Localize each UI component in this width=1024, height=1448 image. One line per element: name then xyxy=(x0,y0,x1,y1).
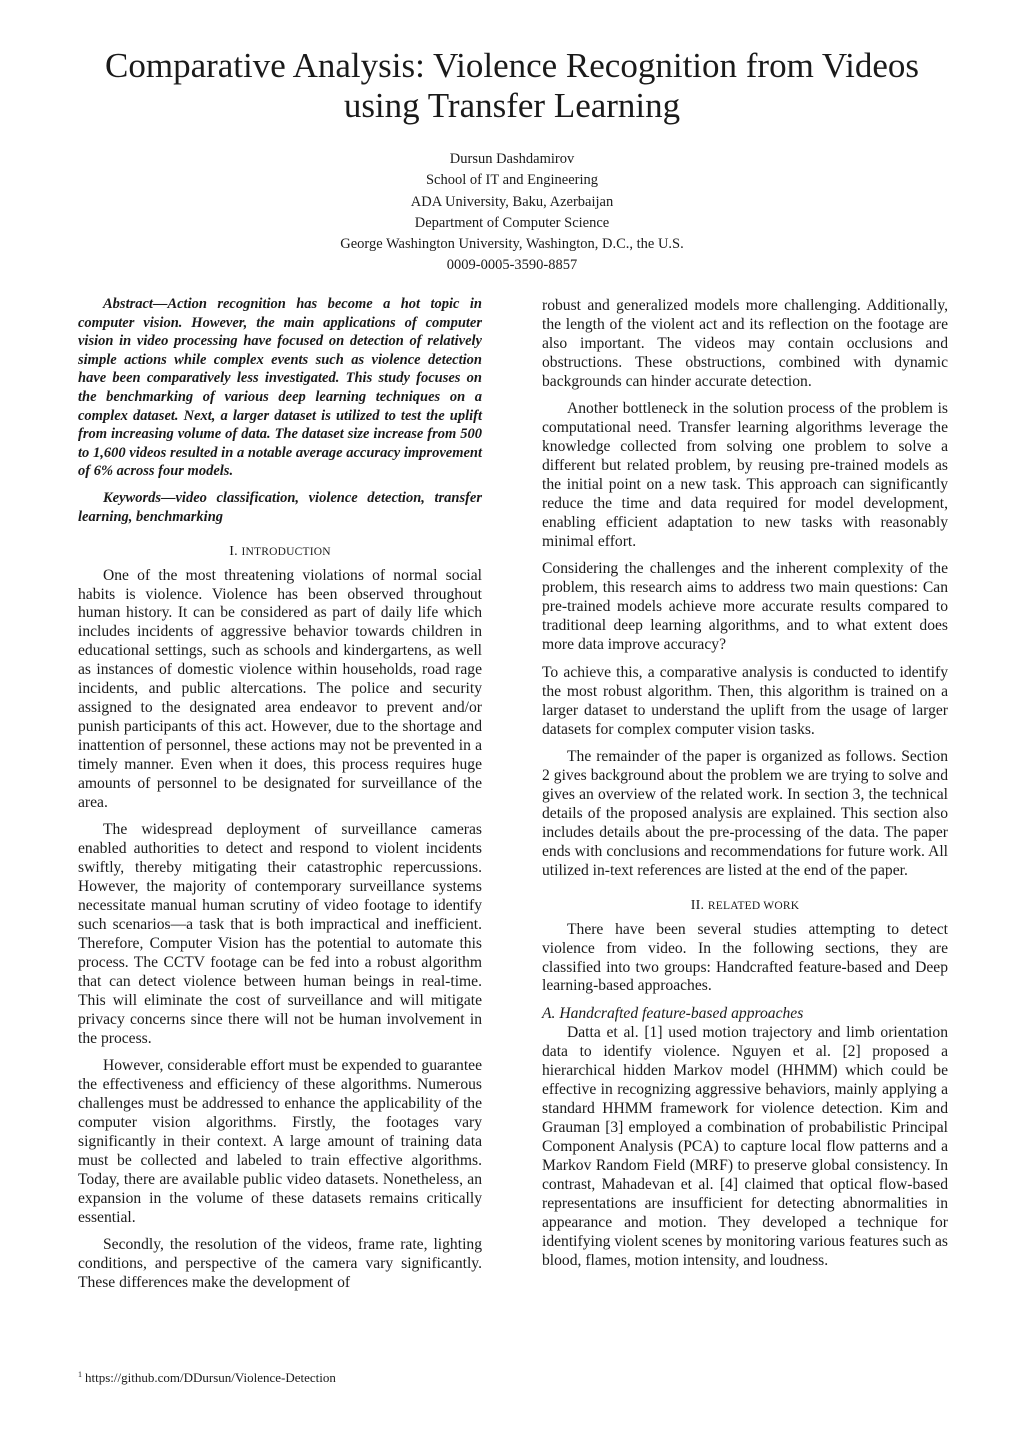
intro-paragraph: Another bottleneck in the solution process of the problem is computational need. Transfer learning algorithms leverage the knowledge collected from solving one problem to solve a different but related problem, by reusing pre-trained models as the initial point on a new task. This approach can significantly reduce the time and data required for model development, enabling efficient adaptation to new tasks with reasonably minimal effort. xyxy=(542,400,948,550)
author-block xyxy=(200,149,824,277)
intro-paragraph: Secondly, the resolution of the videos, frame rate, lighting conditions, and perspective of the camera vary significantly. These differences make the development of xyxy=(78,1236,482,1292)
paper-title xyxy=(60,46,964,126)
author-affiliation: George Washington University, Washington, D.C., the U.S. xyxy=(340,236,684,253)
author-name: Dursun Dashdamirov xyxy=(449,151,575,167)
intro-paragraph: Considering the challenges and the inherent complexity of the problem, this research aims to address two main questions: Can pre-trained models achieve more accurate results compared to traditional deep learning algorithms, and to what extent does more data improve accuracy? xyxy=(542,560,948,654)
left-column xyxy=(78,295,482,1293)
footnote-mark: 1 xyxy=(78,1370,82,1379)
section-heading-related-work xyxy=(542,897,948,916)
author-orcid: 0009-0005-3590-8857 xyxy=(446,257,578,274)
section-heading-introduction xyxy=(78,543,482,562)
author-affiliation: ADA University, Baku, Azerbaijan xyxy=(410,193,614,210)
related-work-paragraph: There have been several studies attempting to detect violence from video. In the following sections, they are classified into two groups: Handcrafted feature-based and Deep learning-based approaches. xyxy=(542,920,948,995)
author-affiliation: Department of Computer Science xyxy=(414,214,610,231)
right-column xyxy=(542,297,948,1271)
section-title: RELATED WORK xyxy=(707,899,800,912)
intro-paragraph: The remainder of the paper is organized as follows. Section 2 gives background about the problem we are trying to solve and gives an overview of the related work. In section 3, the technical details of the proposed analysis are explained. This section also includes details about the pre-processing of the data. The paper ends with conclusions and recommendations for future work. All utilized in-text references are listed at the end of the paper. xyxy=(542,747,948,879)
intro-paragraph: robust and generalized models more challenging. Additionally, the length of the violent act and its reflection on the footage are also important. The videos may contain occlusions and obstructions. These obstructions, combined with dynamic backgrounds can hinder accurate detection. xyxy=(542,297,948,390)
title-line-1: Comparative Analysis: Violence Recognition from Videos xyxy=(105,46,919,85)
intro-paragraph: However, considerable effort must be expended to guarantee the effectiveness and efficiency of these algorithms. Numerous challenges must be addressed to enhance the applicability of the computer vision algorithms. Firstly, the footages vary significantly in their context. A large amount of training data must be collected and labeled to train effective algorithms. Today, there are available public video datasets. Nonetheless, an expansion in the volume of these datasets remains critically essential. xyxy=(78,1057,482,1227)
section-number: I. xyxy=(229,543,242,559)
intro-paragraph: The widespread deployment of surveillance cameras enabled authorities to detect and respond to violent incidents swiftly, thereby mitigating their catastrophic repercussions. However, the majority of contemporary surveillance systems necessitate manual human scrutiny of video footage to identify such scenarios—a task that is both impractical and inefficient. Therefore, Computer Vision has the potential to automate this process. The CCTV footage can be fed into a robust algorithm that can detect violence between human beings in real-time. This will eliminate the cost of surveillance and will mitigate privacy concerns since there will not be human involvement in the process. xyxy=(78,821,482,1047)
intro-paragraph: To achieve this, a comparative analysis is conducted to identify the most robust algorithm. Then, this algorithm is trained on a larger dataset to understand the uplift from the usage of larger datasets for complex computer vision tasks. xyxy=(542,663,948,738)
footnote-url[interactable]: https://github.com/DDursun/Violence-Detection xyxy=(85,1370,336,1385)
author-affiliation: School of IT and Engineering xyxy=(425,172,599,189)
footnote xyxy=(78,1370,336,1386)
section-title: INTRODUCTION xyxy=(241,545,331,558)
subsection-heading: A. Handcrafted feature-based approaches xyxy=(542,1005,804,1023)
related-work-paragraph: Datta et al. [1] used motion trajectory and limb orientation data to identify violence. Nguyen et al. [2] proposed a hierarchical hidden Markov model (HHMM) which could be effective in recognizing aggressive behaviors, mainly applying a standard HHMM framework for violence detection. Kim and Grauman [3] employed a combination of probabilistic Principal Component Analysis (PCA) to capture local flow patterns and a Markov Random Field (MRF) to preserve global consistency. In contrast, Mahadevan et al. [4] claimed that optical flow-based representations are insufficient for detecting abnormalities in appearance and motion. They developed a technique for identifying violent scenes by monitoring various features such as blood, flames, motion intensity, and loudness. xyxy=(542,1024,948,1269)
keywords: Keywords—video classification, violence detection, transfer learning, benchmarking xyxy=(78,490,482,526)
abstract: Abstract—Action recognition has become a hot topic in computer vision. However, the main applications of computer vision in video processing have focused on detection of relatively simple actions while complex events such as violence detection have been comparatively less investigated. This study focuses on the benchmarking of various deep learning techniques on a complex dataset. Next, a larger dataset is utilized to test the uplift from increasing volume of data. The dataset size increase from 500 to 1,600 videos resulted in a notable average accuracy improvement of 6% across four models. xyxy=(78,296,482,480)
title-line-2: using Transfer Learning xyxy=(343,86,681,125)
section-number: II. xyxy=(690,897,708,913)
intro-paragraph: One of the most threatening violations of normal social habits is violence. Violence has been observed throughout human history. It can be considered as part of daily life which includes incidents of aggressive behavior towards children in educational settings, such as schools and kindergartens, as well as instances of domestic violence within households, road rage incidents, and public altercations. The police and security assigned to the designated area endeavor to prevent and/or punish participants of this act. However, due to the shortage and inattention of personnel, these actions may not be prevented in a timely manner. Even when it does, this process requires huge amounts of personnel to be designated for surveillance of the area. xyxy=(78,566,482,812)
